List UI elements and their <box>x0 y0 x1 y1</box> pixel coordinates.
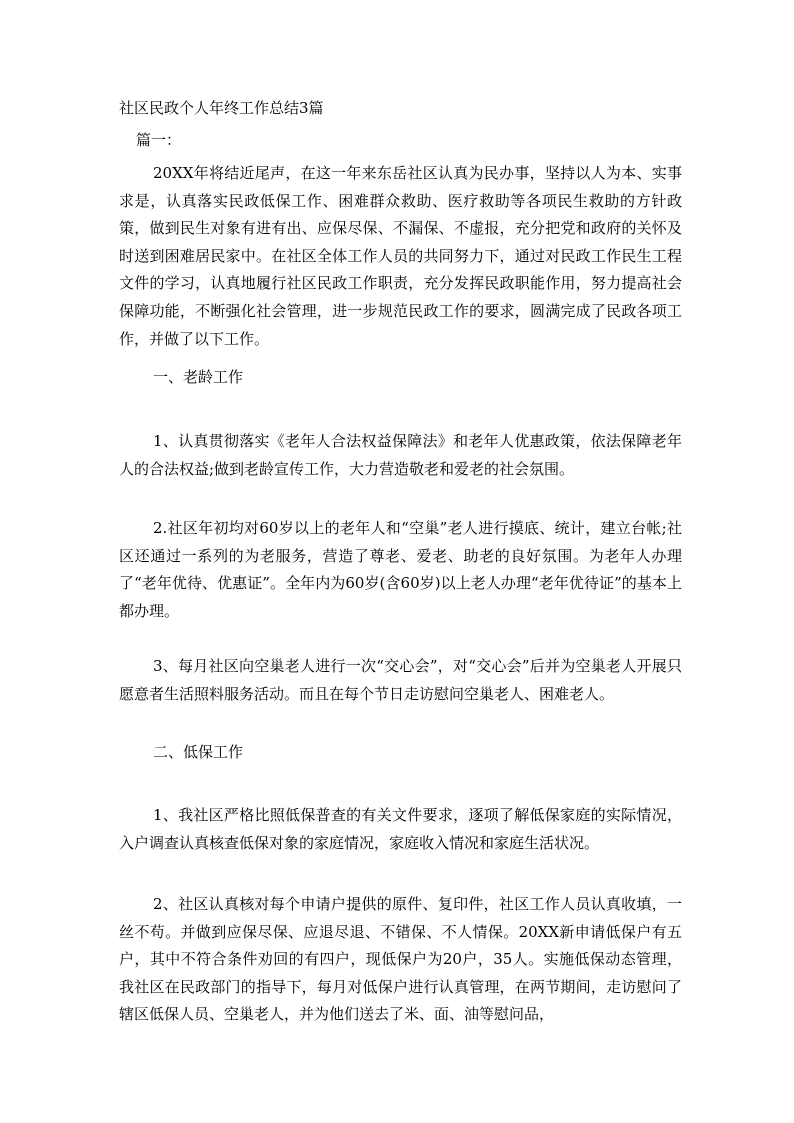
subsistence-item-1: 1、我社区严格比照低保普查的有关文件要求，逐项了解低保家庭的实际情况，入户调查认真核查低保对象的家庭情况，家庭收入情况和家庭生活状况。 <box>119 806 682 852</box>
elderly-item-1: 1、认真贯彻落实《老年人合法权益保障法》和老年人优惠政策，依法保障老年人的合法权益;做到老龄宣传工作，大力营造敬老和爱老的社会氛围。 <box>119 432 682 478</box>
elderly-item-3: 3、每月社区向空巢老人进行一次“交心会”，对“交心会”后并为空巢老人开展只愿意者生活照料服务活动。而且在每个节日走访慰问空巢老人、困难老人。 <box>119 657 682 703</box>
section-heading-elderly: 一、老龄工作 <box>153 368 244 386</box>
document-subtitle: 篇一： <box>136 131 182 149</box>
document-title: 社区民政个人年终工作总结3篇 <box>119 99 324 117</box>
elderly-item-2: 2.社区年初均对60岁以上的老年人和“空巢”老人进行摸底、统计，建立台帐;社区还通过一系列的为老服务，营造了尊老、爱老、助老的良好氛围。为老年人办理了“老年优待、优惠证”。全年内为60岁(含60岁)以上老人办理“老年优待证”的基本上都办理。 <box>119 519 682 620</box>
subsistence-item-2: 2、社区认真核对每个申请户提供的原件、复印件，社区工作人员认真收填，一丝不苟。并做到应保尽保、应退尽退、不错保、不人情保。20XX新申请低保户有五户，其中不符合条件劝回的有四户，现低保户为20户，35人。实施低保动态管理，我社区在民政部门的指导下，每月对低保户进行认真管理，在两节期间，走访慰问了辖区低保人员、空巢老人，并为他们送去了米、面、油等慰问品， <box>119 895 682 1024</box>
section-heading-subsistence: 二、低保工作 <box>153 743 244 761</box>
intro-paragraph: 20XX年将结近尾声，在这一年来东岳社区认真为民办事，坚持以人为本、实事求是，认真落实民政低保工作、困难群众救助、医疗救助等各项民生救助的方针政策，做到民生对象有进有出、应保尽保、不漏保、不虚报，充分把党和政府的关怀及时送到困难居民家中。在社区全体工作人员的共同努力下，通过对民政工作民生工程文件的学习，认真地履行社区民政工作职责，充分发挥民政职能作用，努力提高社会保障功能，不断强化社会管理，进一步规范民政工作的要求，圆满完成了民政各项工作，并做了以下工作。 <box>119 164 682 348</box>
